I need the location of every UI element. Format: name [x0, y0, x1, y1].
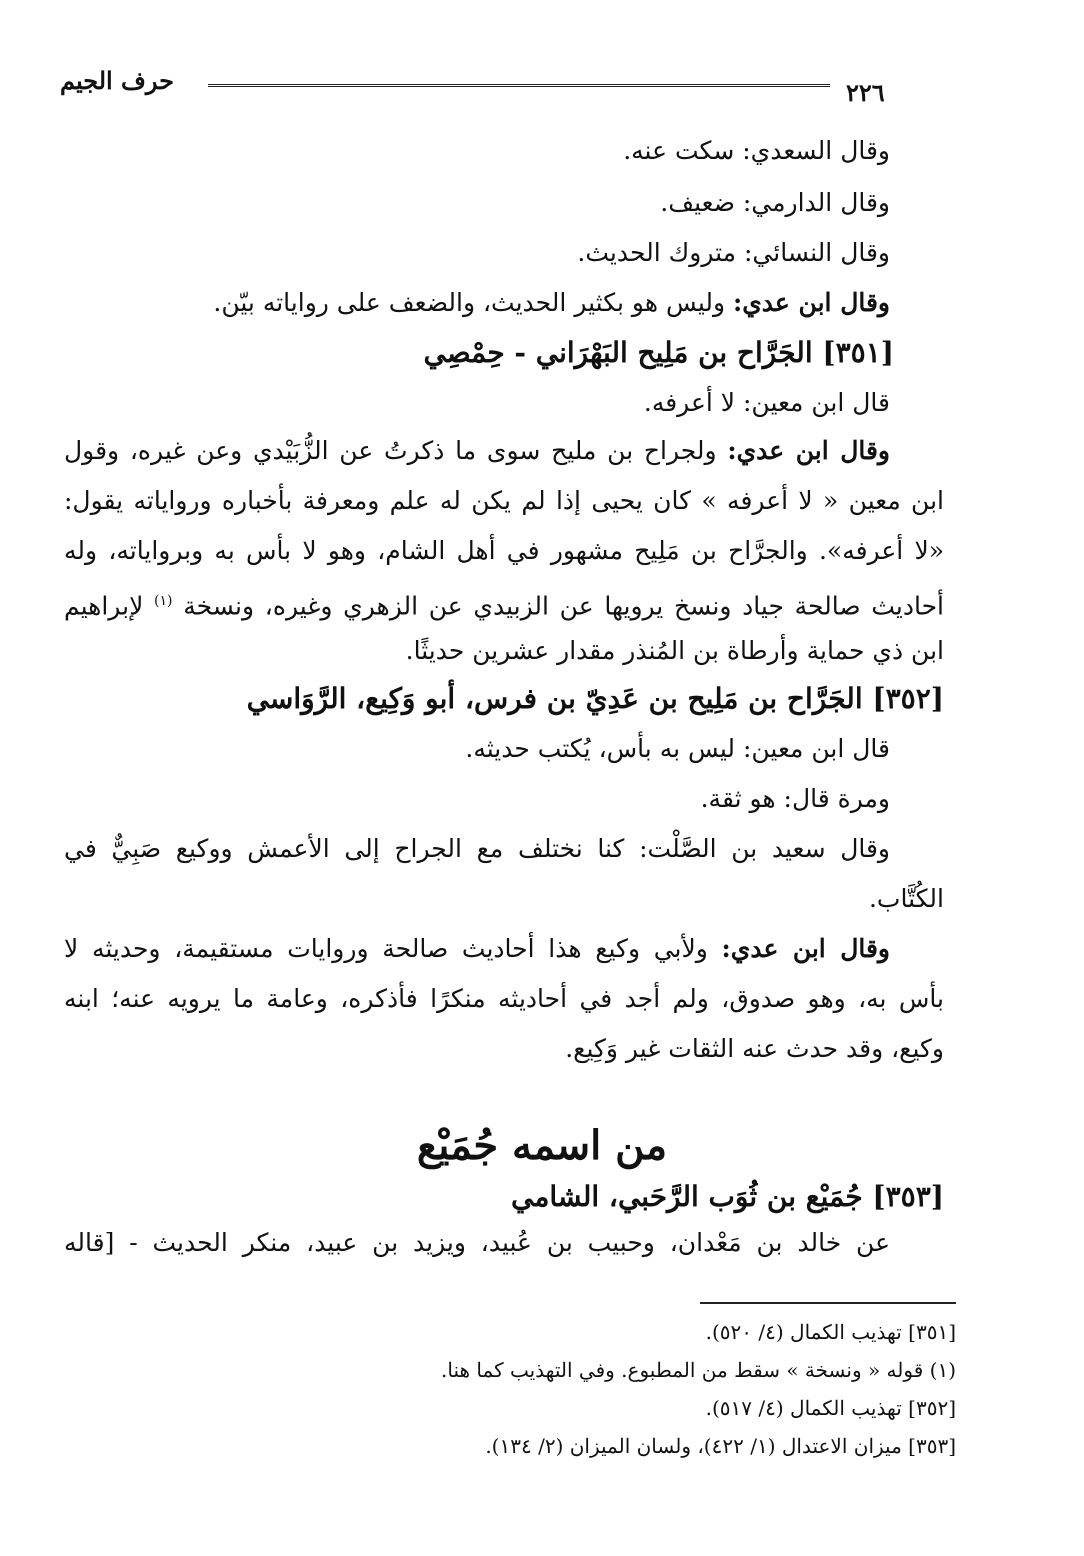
speaker-label: وقال ابن عدي:: [721, 934, 891, 963]
body-line: [64, 436, 890, 466]
body-line: وقال السعدي: سكت عنه.: [623, 136, 890, 165]
footnote: [٣٥١] تهذيب الكمال (٤/ ٥٢٠).: [705, 1320, 956, 1344]
body-line: عن خالد بن مَعْدان، وحبيب بن عُبيد، ويزيد بن عبيد، منكر الحديث - [قاله: [64, 1228, 890, 1257]
body-text: ولجراح بن مليح سوى ما ذكرتُ عن الزُّبَيْدي وعن غيره، وقول: [64, 436, 728, 465]
speaker-label: وقال ابن عدي:: [727, 436, 890, 465]
body-line: [64, 934, 890, 964]
body-line: ومرة قال: هو ثقة.: [700, 784, 890, 813]
body-text: ولأبي وكيع هذا أحاديث صالحة وروايات مستقيمة، وحديثه لا: [64, 934, 722, 963]
body-line: [64, 586, 944, 621]
body-line: وقال النسائي: متروك الحديث.: [577, 238, 890, 267]
speaker-label: وقال ابن عدي:: [733, 288, 890, 317]
body-text: وليس هو بكثير الحديث، والضعف على رواياته بيّن.: [213, 288, 734, 317]
body-line: «لا أعرفه». والجرَّاح بن مَلِيح مشهور في أهل الشام، وهو لا بأس به وبرواياته، وله: [64, 536, 944, 565]
body-line: قال ابن معين: لا أعرفه.: [643, 388, 890, 417]
body-text: لإبراهيم: [64, 591, 155, 621]
body-text: أحاديث صالحة جياد ونسخ يرويها عن الزبيدي عن الزهري وغيره، ونسخة: [183, 591, 944, 621]
body-line: ابن ذي حماية وأرطاة بن المُنذر مقدار عشرين حديثًا.: [405, 636, 944, 665]
body-line: بأس به، وهو صدوق، ولم أجد في أحاديثه منكرًا فأذكره، وعامة ما يرويه عنه؛ ابنه: [64, 984, 944, 1013]
section-title: من اسمه جُمَيْع: [416, 1122, 668, 1169]
footnote-marker: (١): [154, 593, 173, 609]
footnote: [٣٥٣] ميزان الاعتدال (١/ ٤٢٢)، ولسان الميزان (٢/ ١٣٤).: [485, 1434, 956, 1458]
footnote-rule: [700, 1302, 956, 1304]
body-line: ابن معين « لا أعرفه » كان يحيى إذا لم يكن له علم ومعرفة بأخباره ورواياته يقول:: [64, 486, 944, 515]
body-line: وقال الدارمي: ضعيف.: [660, 188, 890, 217]
footnote: (١) قوله « ونسخة » سقط من المطبوع. وفي التهذيب كما هنا.: [441, 1358, 956, 1382]
footnote: [٣٥٢] تهذيب الكمال (٤/ ٥١٧).: [705, 1396, 956, 1420]
chapter-title: حرف الجيم: [60, 66, 174, 95]
page-number: ٢٢٦: [846, 78, 885, 107]
body-line: [213, 288, 890, 318]
body-line: قال ابن معين: ليس به بأس، يُكتب حديثه.: [465, 734, 890, 763]
header-rule: [208, 84, 830, 87]
body-line: وقال سعيد بن الصَّلْت: كنا نختلف مع الجراح إلى الأعمش ووكيع صَبِيٌّ في: [64, 834, 890, 863]
entry-heading-353: [٣٥٣] جُمَيْع بن ثُوَب الرَّحَبي، الشامي: [511, 1180, 944, 1213]
body-line: الكُتَّاب.: [868, 884, 944, 913]
entry-heading-351: [٣٥١] الجَرَّاح بن مَلِيح البَهْرَاني - حِمْصِي: [423, 336, 894, 369]
body-line: وكيع، وقد حدث عنه الثقات غير وَكِيع.: [565, 1034, 944, 1063]
entry-heading-352: [٣٥٢] الجَرَّاح بن مَلِيح بن عَدِيّ بن فرس، أبو وَكِيع، الرَّوَاسي: [246, 682, 944, 715]
